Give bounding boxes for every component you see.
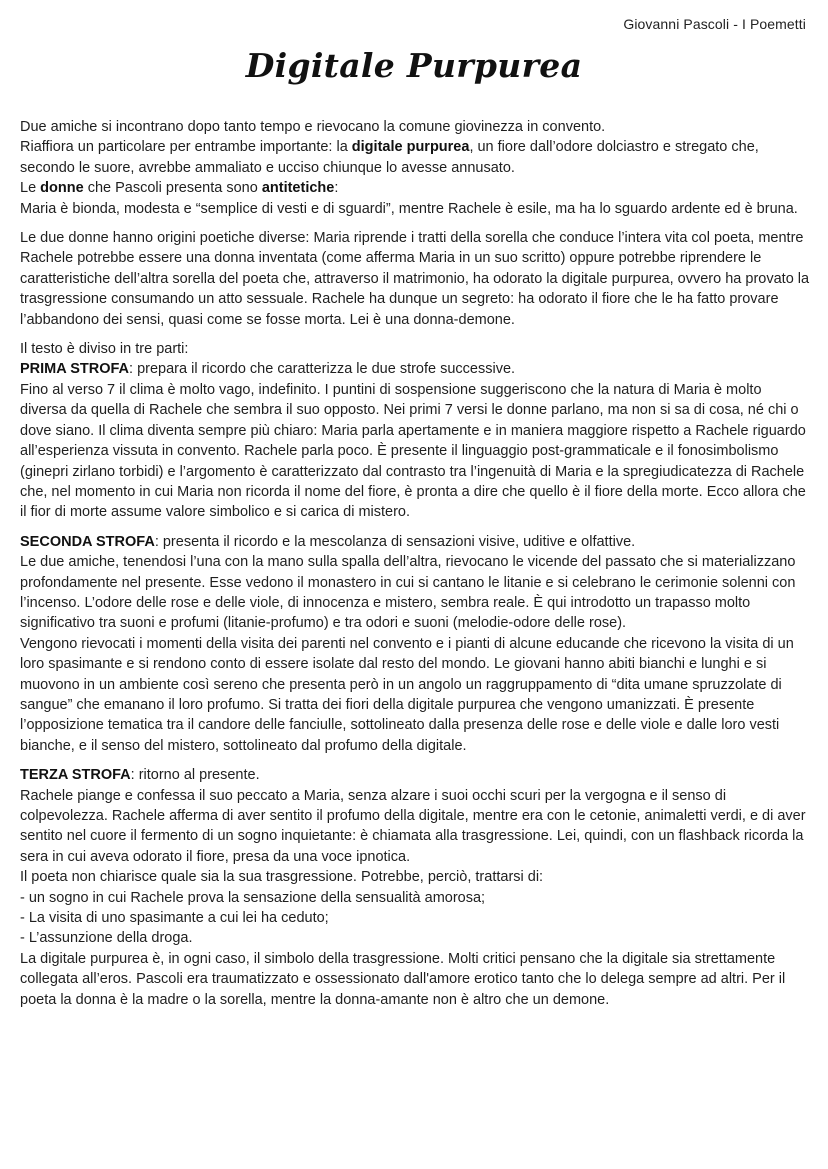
intro-line-3: Le donne che Pascoli presenta sono antitetiche:: [20, 180, 339, 197]
list-item: - L’assunzione della droga.: [20, 930, 193, 947]
document-body: [20, 117, 810, 1010]
third-strofa-label: TERZA STROFA: [20, 767, 131, 784]
third-strofa-body-3: La digitale purpurea è, in ogni caso, il simbolo della trasgressione. Molti critici pensano che la digitale sia strettamente collegata all’eros. Pascoli era traumatizzato e ossessionato dall'amore erotico tanto che lo delega sempre ad altri. Per il poeta la donna è la madre o la sorella, mentre la donna-amante non è altro che un demone.: [20, 950, 786, 1008]
second-strofa-heading: SECONDA STROFA: presenta il ricordo e la mescolanza di sensazioni visive, uditive e olfattive.: [20, 533, 636, 550]
origins-paragraph: Le due donne hanno origini poetiche diverse: Maria riprende i tratti della sorella che conduce l’intera vita col poeta, mentre Rachele potrebbe essere una donna inventata (come afferma Maria in un suo scritto) oppure potrebbe riprendere le caratteristiche dell’altra sorella del poeta che, attraverso il matrimonio, ha odorato la digitale purpurea, ovvero ha provato la trasgressione consumando un atto sessuale. Rachele ha dunque un segreto: ha odorato il fiore che le ha fatto provare l’abbandono dei sensi, quasi come se fosse morta. Lei è una donna-demone.: [20, 230, 810, 328]
second-strofa-body-1: Le due amiche, tenendosi l’una con la mano sulla spalla dell’altra, rievocano le vicende del passato che si materializzano profondamente nel presente. Esse vedono il monastero in cui si cantano le litanie e si celebrano le cerimonie solenni con l’incenso. L’odore delle rose e delle viole, di innocenza e mistero, sembra reale. È qui introdotto un trapasso molto significativo tra suoni e profumi (litanie-profumo) e tra odori e suoni (melodie-odore delle rose).: [20, 554, 796, 632]
intro-line-4: Maria è bionda, modesta e “semplice di vesti e di sguardi”, mentre Rachele è esile, ma ha lo sguardo ardente ed è bruna.: [20, 200, 798, 217]
intro-line-2: Riaffiora un particolare per entrambe importante: la digitale purpurea, un fiore dall’odore dolciastro e stregato che, secondo le suore, avrebbe ammaliato e ucciso chiunque lo avesse annusato.: [20, 139, 759, 176]
third-strofa-heading: TERZA STROFA: ritorno al presente.: [20, 767, 260, 784]
key-term-donne: donne: [40, 180, 84, 197]
intro-line-1: Due amiche si incontrano dopo tanto tempo e rievocano la comune giovinezza in convento.: [20, 119, 606, 135]
second-strofa-body-2: Vengono rievocati i momenti della visita dei parenti nel convento e i pianti di alcune educande che ricevono la visita di un loro spasimante e si rendono conto di essere isolate dal resto del mondo. Le giovani hanno abiti bianchi e lunghi e si muovono in un ambiente così sereno che presenta però in un angolo un raggruppamento di “dita umane spruzzolate di sangue” che emanano il loro profumo. Si tratta dei fiori della digitale purpurea che vengono umanizzati. È presente l’opposizione tematica tra il candore delle fanciulle, sottolineato dalla presenza delle rose e delle viole e dalle loro vesti bianche, e il senso del mistero, sottolineato dal profumo della digitale.: [20, 635, 794, 754]
third-strofa-body-1: Rachele piange e confessa il suo peccato a Maria, senza alzare i suoi occhi scuri per la vergogna e il senso di colpevolezza. Rachele afferma di aver sentito il profumo della digitale, mentre era con le cetonie, animaletti verdi, e di aver sentito nel cuore il fermento di un sogno inquietante: è chiamata alla trasgressione. Lei, quindi, con un flashback ricorda la sera in cui aveva odorato il fiore, presa da una voce ipnotica.: [20, 787, 806, 865]
second-strofa-label: SECONDA STROFA: [20, 533, 155, 550]
list-item: - La visita di uno spasimante a cui lei ha ceduto;: [20, 910, 329, 927]
page-title: Digitale Purpurea: [245, 46, 583, 85]
first-strofa-heading: PRIMA STROFA: prepara il ricordo che caratterizza le due strofe successive.: [20, 361, 516, 378]
structure-intro: Il testo è diviso in tre parti:: [20, 341, 189, 358]
key-term-antitetiche: antitetiche: [261, 180, 335, 197]
first-strofa-label: PRIMA STROFA: [20, 361, 130, 378]
key-term-digitale-purpurea: digitale purpurea: [351, 139, 470, 156]
list-item: - un sogno in cui Rachele prova la sensazione della sensualità amorosa;: [20, 889, 486, 906]
running-header: Giovanni Pascoli - I Poemetti: [623, 16, 806, 32]
third-strofa-body-2: Il poeta non chiarisce quale sia la sua trasgressione. Potrebbe, perciò, trattarsi di:: [20, 869, 544, 886]
first-strofa-body: Fino al verso 7 il clima è molto vago, indefinito. I puntini di sospensione suggeriscono che la natura di Maria è molto diversa da quella di Rachele che sembra il suo opposto. Nei primi 7 versi le donne parlano, ma non si sa di cosa, né chi o dove siano. Il clima diventa sempre più chiaro: Maria parla apertamente e in maniera maggiore rispetto a Rachele riguardo all’esperienza vissuta in convento. Rachele parla poco. È presente il linguaggio post-grammaticale e il fonosimbolismo (ginepri zirlano torbidi) e l’argomento è caratterizzato dal contrasto tra l’ingenuità di Maria e la spregiudicatezza di Rachele che, nel momento in cui Maria non ricorda il nome del fiore, è pronta a dire che quello è il fiore della morte. Ecco allora che il fior di morte assume valore simbolico e si carica di mistero.: [20, 381, 806, 521]
